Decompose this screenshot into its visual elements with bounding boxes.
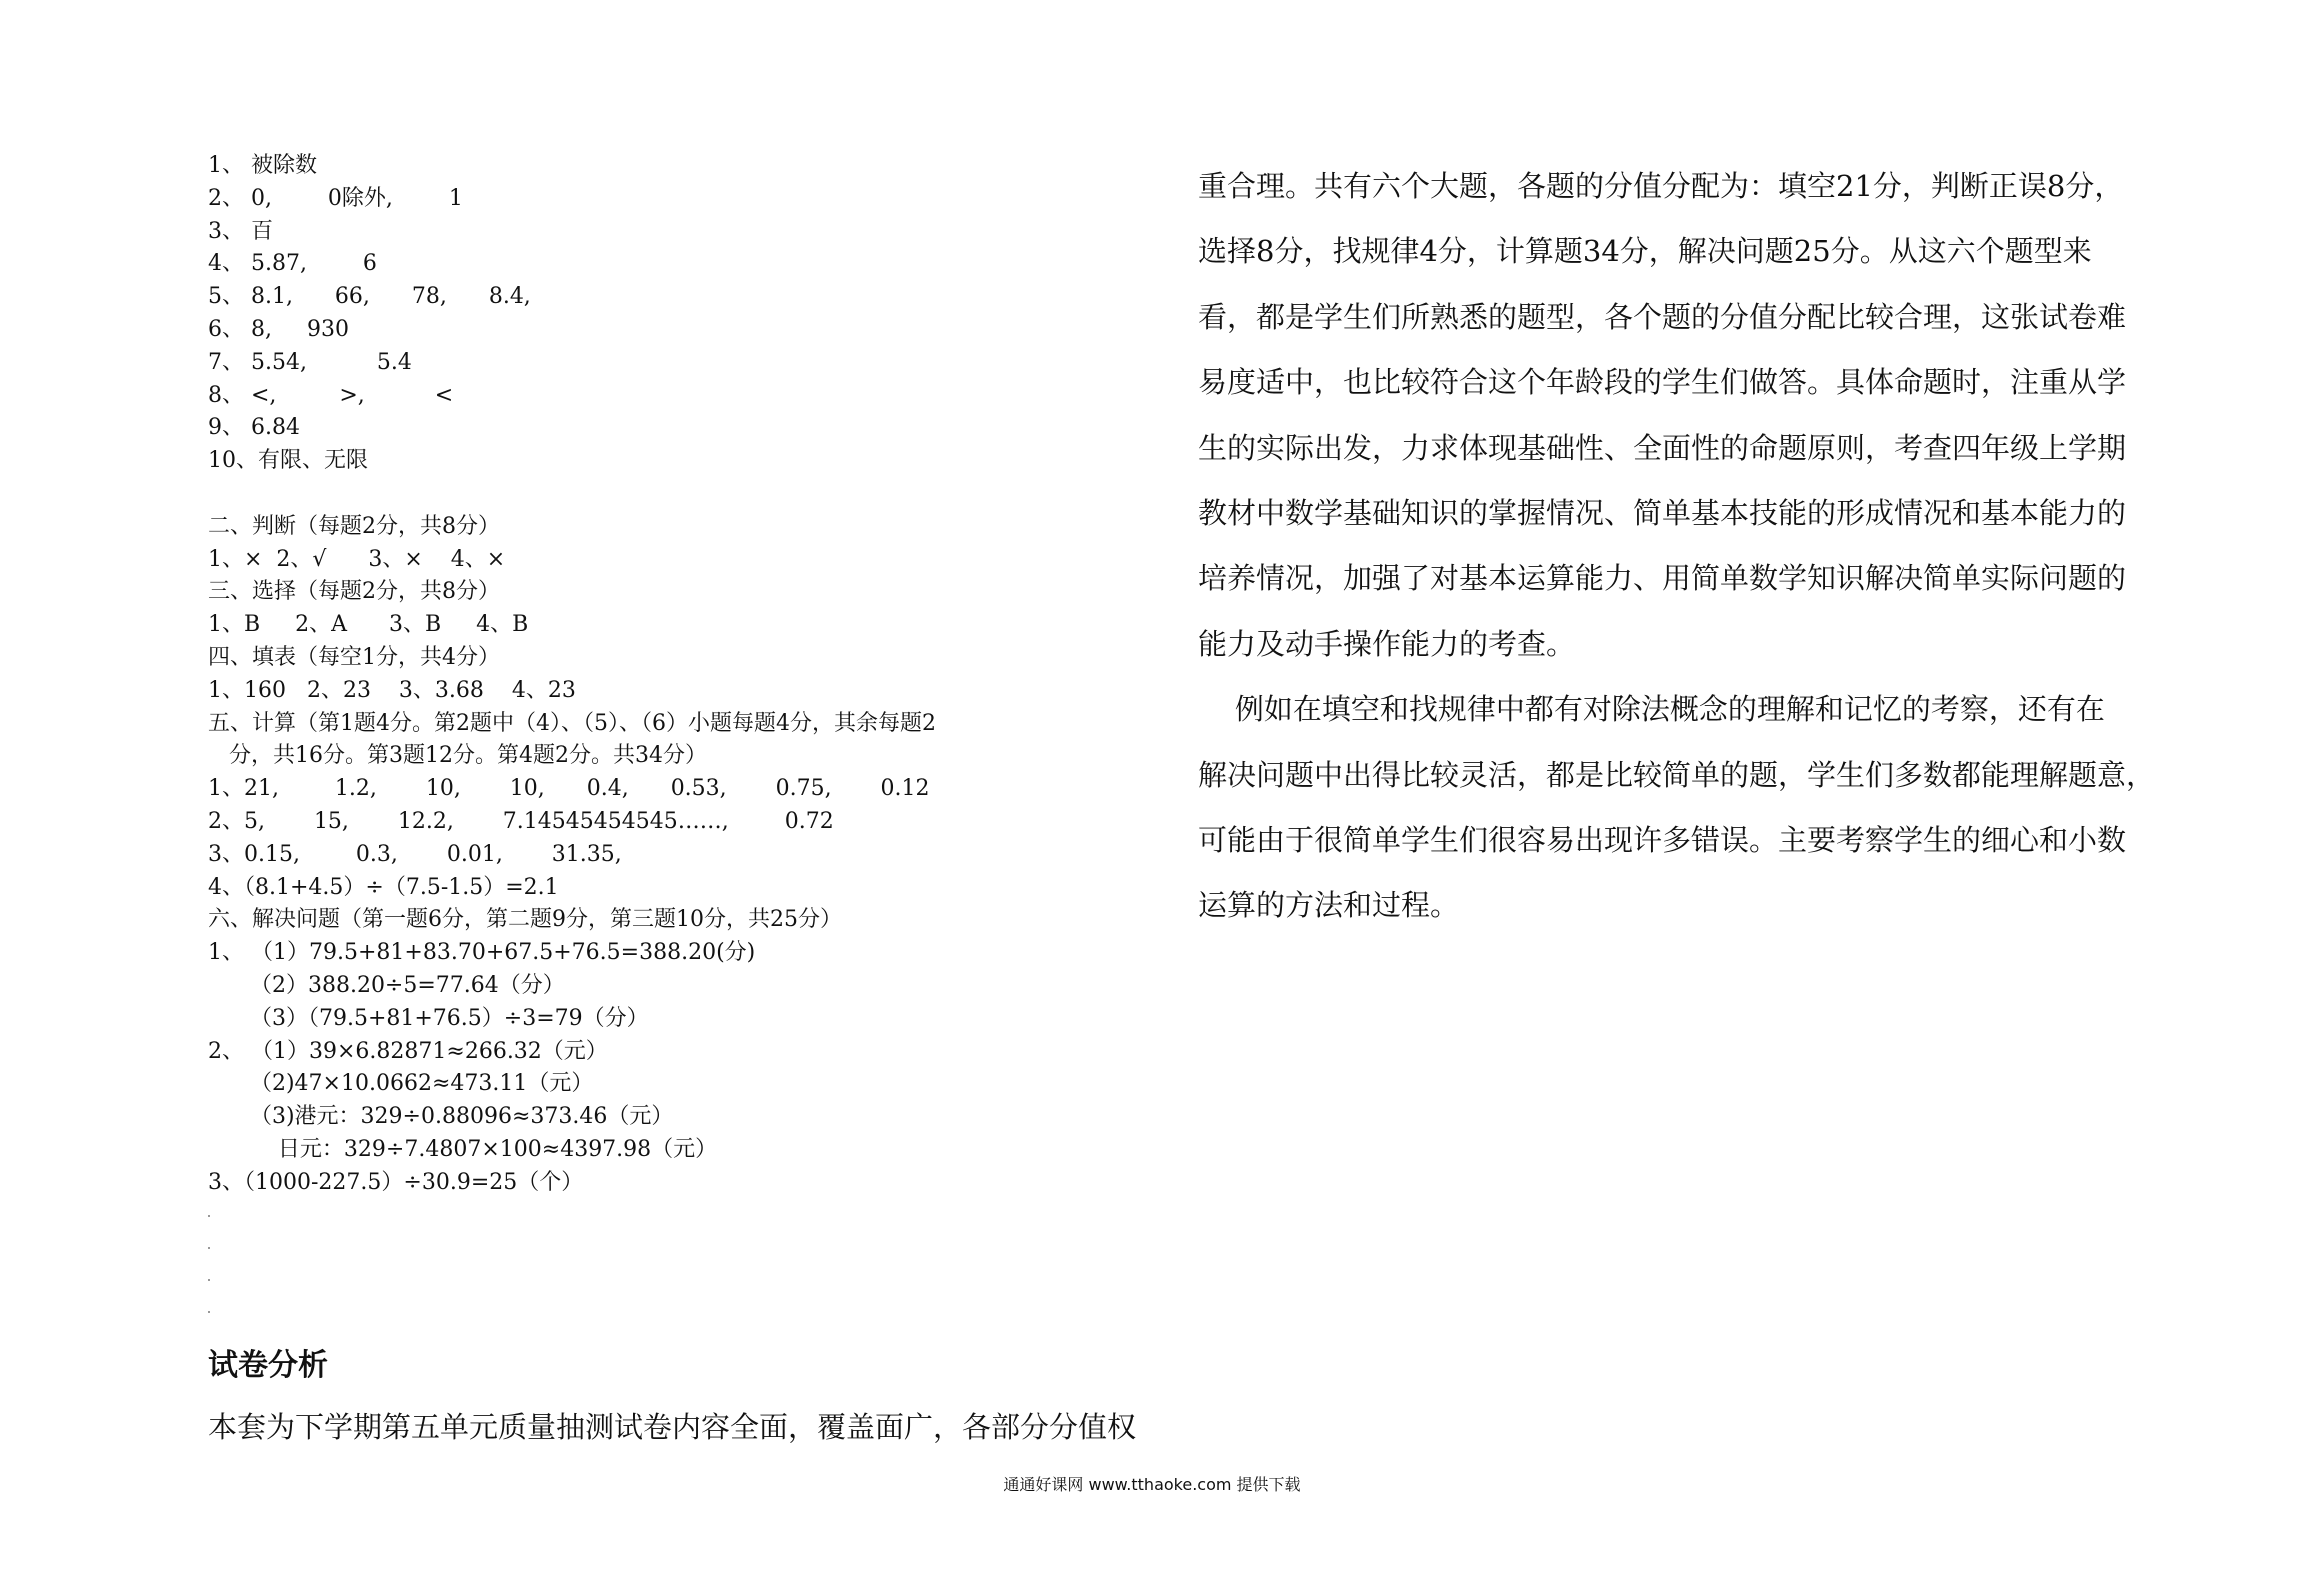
answer-line: 四、填表（每空1分，共4分） (208, 644, 500, 670)
paragraph-line: 可能由于很简单学生们很容易出现许多错误。主要考察学生的细心和小数 (1198, 822, 2127, 857)
answer-line: 分，共16分。第3题12分。第4题2分。共34分） (208, 743, 707, 769)
answer-key (208, 150, 1168, 1200)
answer-line: 3、（1000-227.5）÷30.9=25（个） (208, 1169, 584, 1195)
answer-line: 5、 8.1, 66, 78, 8.4, (208, 284, 531, 310)
analysis-body (1198, 154, 2156, 939)
paragraph-line: 看，都是学生们所熟悉的题型，各个题的分值分配比较合理，这张试卷难 (1198, 299, 2127, 334)
answer-line: （2）388.20÷5=77.64（分） (208, 972, 565, 998)
paragraph-line: 培养情况，加强了对基本运算能力、用简单数学知识解决简单实际问题的 (1198, 561, 2127, 596)
answer-line: 1、160 2、23 3、3.68 4、23 (208, 677, 576, 703)
answer-line (208, 478, 1168, 511)
paragraph-line: 易度适中，也比较符合这个年龄段的学生们做答。具体命题时，注重从学 (1198, 365, 2127, 400)
paragraph-line: 教材中数学基础知识的掌握情况、简单基本技能的形成情况和基本能力的 (1198, 495, 2127, 530)
paragraph-line: 生的实际出发，力求体现基础性、全面性的命题原则，考查四年级上学期 (1198, 430, 2127, 465)
answer-line: 1、 （1）79.5+81+83.70+67.5+76.5=388.20(分) (208, 940, 756, 966)
answer-line: （3)港元：329÷0.88096≈373.46（元） (208, 1104, 674, 1130)
paragraph-line: 解决问题中出得比较灵活，都是比较简单的题，学生们多数都能理解题意， (1198, 757, 2156, 792)
paragraph-line: 能力及动手操作能力的考查。 (1198, 626, 1576, 661)
analysis-paragraph-2 (1198, 677, 2156, 939)
analysis-title: 试卷分析 (208, 1348, 328, 1383)
answer-line: 3、 百 (208, 218, 273, 244)
answer-line: 10、有限、无限 (208, 448, 368, 474)
answer-line: （3）（79.5+81+76.5）÷3=79（分） (208, 1005, 649, 1031)
answer-line: 7、 5.54, 5.4 (208, 349, 412, 375)
footer-credit: 通通好课网 www.tthaoke.com 提供下载 (1003, 1475, 1301, 1494)
dot (208, 1247, 210, 1249)
dot (208, 1215, 210, 1217)
paragraph-line: 选择8分，找规律4分，计算题34分，解决问题25分。从这六个题型来 (1198, 234, 2092, 269)
answer-line: 2、5, 15, 12.2, 7.14545454545……, 0.72 (208, 808, 834, 834)
answer-line: 五、计算（第1题4分。第2题中（4）、（5）、（6）小题每题4分，其余每题2 (208, 710, 936, 736)
answer-line: 4、（8.1+4.5）÷（7.5-1.5）=2.1 (208, 874, 559, 900)
answer-line: 1、 被除数 (208, 153, 317, 178)
answer-line: 1、× 2、√ 3、× 4、× (208, 546, 506, 572)
dot (208, 1311, 210, 1313)
answer-line: 1、B 2、A 3、B 4、B (208, 612, 529, 638)
answer-line: 8、 <, >, < (208, 382, 454, 408)
answer-line: 9、 6.84 (208, 415, 300, 441)
paragraph-line: 运算的方法和过程。 (1198, 888, 1460, 923)
analysis-intro: 本套为下学期第五单元质量抽测试卷内容全面，覆盖面广，各部分分值权 (208, 1410, 1137, 1444)
margin-dots (208, 1215, 210, 1343)
answer-line: 4、 5.87, 6 (208, 251, 377, 277)
answer-line: 6、 8, 930 (208, 316, 349, 342)
answer-line: 1、21, 1.2, 10, 10, 0.4, 0.53, 0.75, 0.12 (208, 776, 930, 802)
answer-line: 日元：329÷7.4807×100≈4397.98（元） (208, 1136, 718, 1162)
paragraph-line: 重合理。共有六个大题，各题的分值分配为：填空21分，判断正误8分， (1198, 169, 2124, 203)
dot (208, 1279, 210, 1281)
answer-line: 二、判断（每题2分，共8分） (208, 513, 500, 539)
answer-line: 2、 （1）39×6.82871≈266.32（元） (208, 1038, 608, 1064)
analysis-paragraph-1 (1198, 154, 2133, 677)
answer-line: （2)47×10.0662≈473.11（元） (208, 1071, 594, 1097)
answer-line: 2、 0, 0除外, 1 (208, 185, 463, 211)
answer-line: 六、解决问题（第一题6分，第二题9分，第三题10分，共25分） (208, 907, 842, 933)
answer-line: 3、0.15, 0.3, 0.01, 31.35, (208, 841, 622, 867)
paragraph-line: 例如在填空和找规律中都有对除法概念的理解和记忆的考察，还有在 (1198, 692, 2105, 727)
answer-line: 三、选择（每题2分，共8分） (208, 579, 500, 605)
